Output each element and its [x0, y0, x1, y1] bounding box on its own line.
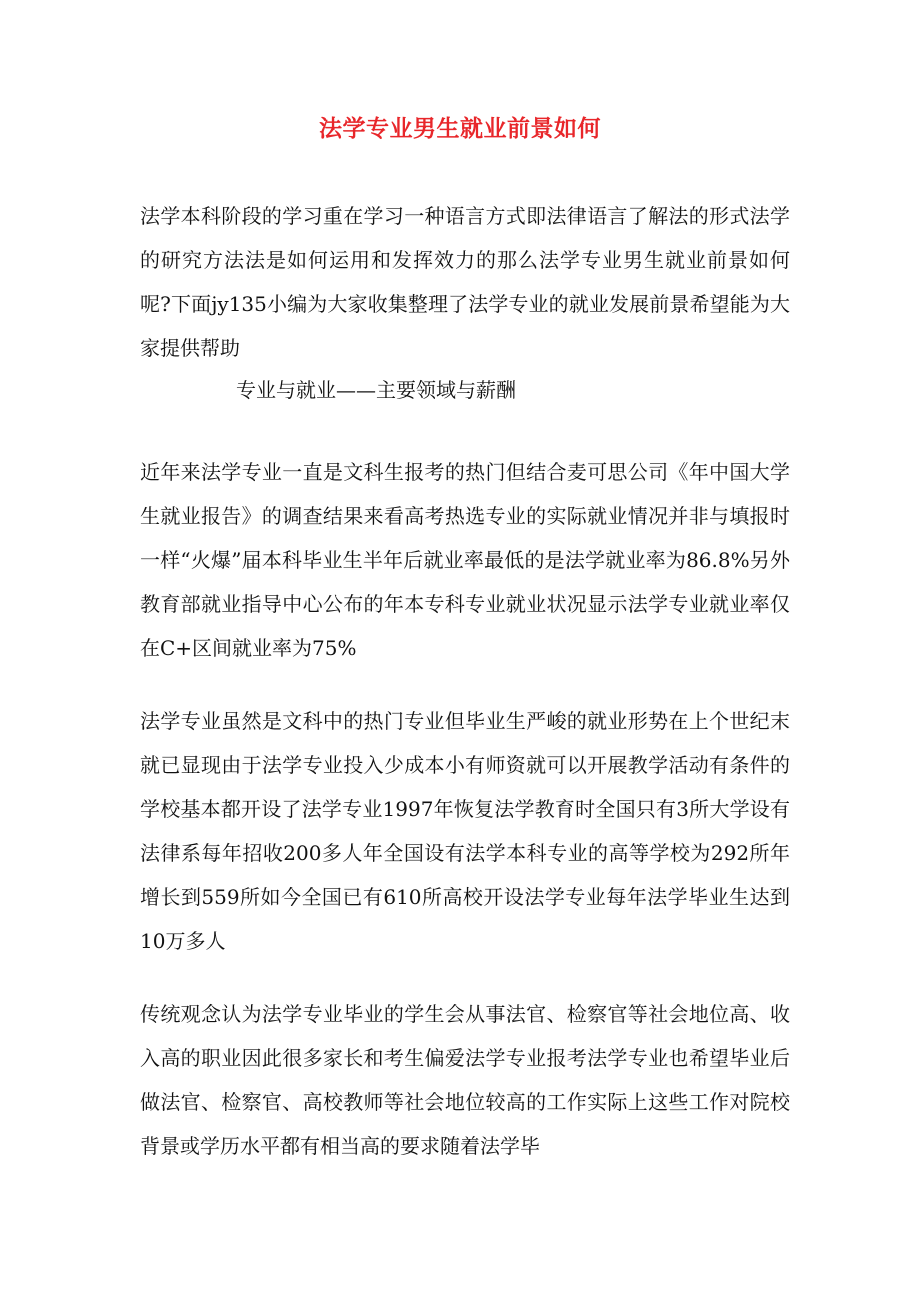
section-subheading: 专业与就业——主要领域与薪酬 — [236, 378, 516, 402]
intro-paragraph: 法学本科阶段的学习重在学习一种语言方式即法律语言了解法的形式法学的研究方法法是如何运用和发挥效力的那么法学专业男生就业前景如何呢?下面jy135小编为大家收集整理了法学专业的就业发展前景希望能为大家提供帮助 — [140, 204, 790, 360]
body-paragraph-employment-rate: 近年来法学专业一直是文科生报考的热门但结合麦可思公司《年中国大学生就业报告》的调查结果来看高考热选专业的实际就业情况并非与填报时一样“火爆”届本科毕业生半年后就业率最低的是法学就业率为86.8%另外教育部就业指导中心公布的年本专科专业就业状况显示法学专业就业率仅在C+区间就业率为75% — [140, 460, 790, 660]
body-paragraph-history: 法学专业虽然是文科中的热门专业但毕业生严峻的就业形势在上个世纪末就已显现由于法学专业投入少成本小有师资就可以开展教学活动有条件的学校基本都开设了法学专业1997年恢复法学教育时全国只有3所大学设有法律系每年招收200多人年全国设有法学本科专业的高等学校为292所年增长到559所如今全国已有610所高校开设法学专业每年法学毕业生达到10万多人 — [140, 709, 790, 953]
body-paragraph-perception: 传统观念认为法学专业毕业的学生会从事法官、检察官等社会地位高、收入高的职业因此很多家长和考生偏爱法学专业报考法学专业也希望毕业后做法官、检察官、高校教师等社会地位较高的工作实际上这些工作对院校背景或学历水平都有相当高的要求随着法学毕 — [140, 1002, 790, 1158]
document-title: 法学专业男生就业前景如何 — [319, 115, 601, 142]
